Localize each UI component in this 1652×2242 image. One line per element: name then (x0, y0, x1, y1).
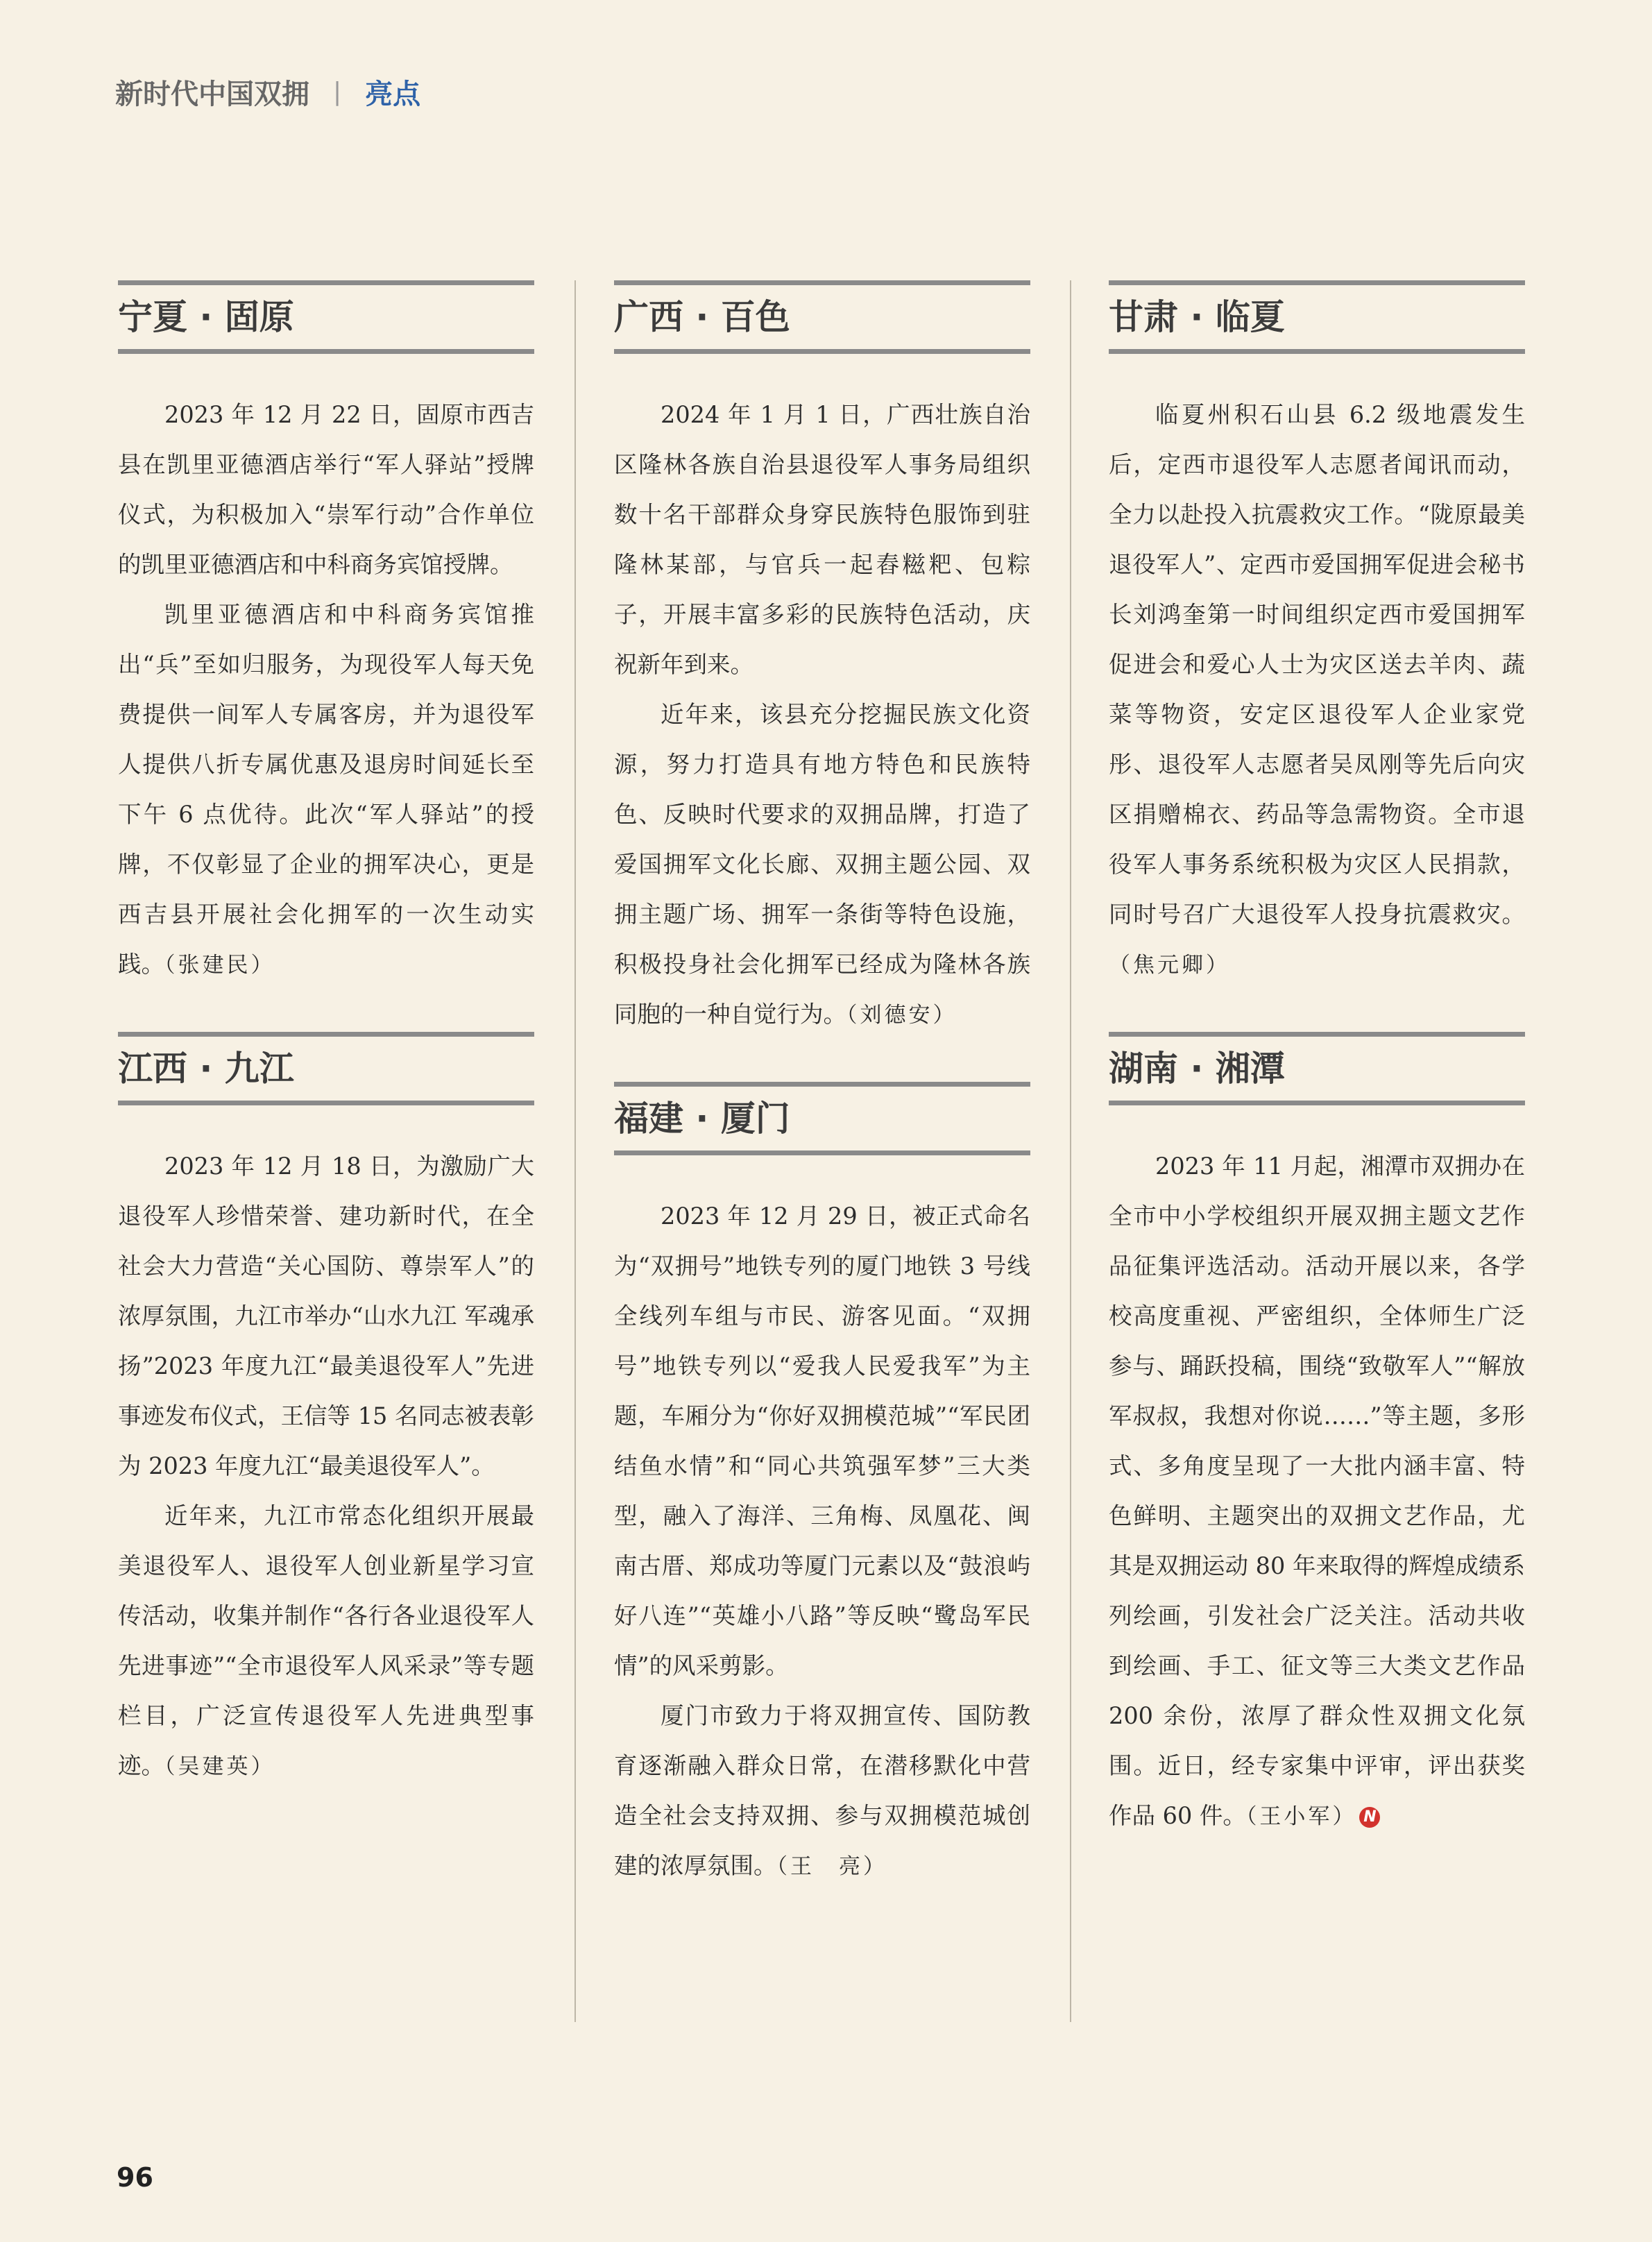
news-item-title: 江西 · 九江 (118, 1032, 534, 1105)
news-item-gansu-linxia (1109, 280, 1525, 990)
news-item-title: 湖南 · 湘潭 (1109, 1032, 1525, 1105)
news-item-title: 甘肃 · 临夏 (1109, 280, 1525, 354)
news-paragraph: 凯里亚德酒店和中科商务宾馆推出“兵”至如归服务，为现役军人每天免费提供一间军人专属客房，并为退役军人提供八折专属优惠及退房时间延长至下午 6 点优待。此次“军人驿站”的授牌，不仅彰显了企业的拥军决心，更是西吉县开展社会化拥军的一次生动实践。（张建民） (118, 601, 534, 978)
news-paragraph: 2023 年 12 月 22 日，固原市西吉县在凯里亚德酒店举行“军人驿站”授牌仪式，为积极加入“崇军行动”合作单位的凯里亚德酒店和中科商务宾馆授牌。 (118, 401, 534, 578)
news-paragraph: 2023 年 12 月 29 日，被正式命名为“双拥号”地铁专列的厦门地铁 3 号线全线列车组与市民、游客见面。“双拥号”地铁专列以“爱我人民爱我军”为主题，车厢分为“你好双拥模范城”“军民团结鱼水情”和“同心共筑强军梦”三大类型，融入了海洋、三角梅、凤凰花、闽南古厝、郑成功等厦门元素以及“鼓浪屿好八连”“英雄小八路”等反映“鹭岛军民情”的风采剪影。 (614, 1203, 1030, 1679)
byline: （王小军） (1245, 1804, 1357, 1829)
news-item-title: 宁夏 · 固原 (118, 280, 534, 354)
header-separator: | (333, 78, 342, 106)
byline: （张建民） (164, 953, 275, 978)
magazine-title: 新时代中国双拥 (115, 78, 309, 110)
news-paragraph: 近年来，九江市常态化组织开展最美退役军人、退役军人创业新星学习宣传活动，收集并制作“各行各业退役军人先进事迹”“全市退役军人风采录”等专题栏目，广泛宣传退役军人先进典型事迹。（吴建英） (118, 1502, 534, 1779)
news-item-title: 广西 · 百色 (614, 280, 1030, 354)
byline: （刘德安） (846, 1003, 957, 1028)
byline: （王 亮） (776, 1854, 887, 1879)
news-item-guangxi-baise (614, 280, 1030, 1040)
news-item-title: 福建 · 厦门 (614, 1082, 1030, 1155)
news-item-jiangxi-jiujiang (118, 1032, 534, 1792)
news-paragraph: 2023 年 12 月 18 日，为激励广大退役军人珍惜荣誉、建功新时代，在全社会大力营造“关心国防、尊崇军人”的浓厚氛围，九江市举办“山水九江 军魂承扬”2023 年度九江“最美退役军人”先进事迹发布仪式，王信等 15 名同志被表彰为 2023 年度九江“最美退役军人”。 (118, 1153, 534, 1479)
column-divider (1070, 280, 1071, 2022)
news-item-fujian-xiamen (614, 1082, 1030, 1892)
news-paragraph: 近年来，该县充分挖掘民族文化资源，努力打造具有地方特色和民族特色、反映时代要求的双拥品牌，打造了爱国拥军文化长廊、双拥主题公园、双拥主题广场、拥军一条街等特色设施，积极投身社会化拥军已经成为隆林各族同胞的一种自觉行为。（刘德安） (614, 701, 1030, 1028)
news-item-ningxia-guyuan (118, 280, 534, 990)
article-column-3 (1109, 280, 1525, 1883)
end-mark-icon: N (1359, 1807, 1380, 1828)
byline: （焦元卿） (1109, 953, 1230, 978)
article-column-2 (614, 280, 1030, 1933)
news-paragraph: 临夏州积石山县 6.2 级地震发生后，定西市退役军人志愿者闻讯而动，全力以赴投入抗震救灾工作。“陇原最美退役军人”、定西市爱国拥军促进会秘书长刘鸿奎第一时间组织定西市爱国拥军促进会和爱心人士为灾区送去羊肉、蔬菜等物资，安定区退役军人企业家党彤、退役军人志愿者吴凤刚等先后向灾区捐赠棉衣、药品等急需物资。全市退役军人事务系统积极为灾区人民捐款，同时号召广大退役军人投身抗震救灾。（焦元卿） (1109, 401, 1525, 978)
page-header (115, 72, 420, 112)
article-column-1 (118, 280, 534, 1833)
news-item-hunan-xiangtan (1109, 1032, 1525, 1842)
byline: （吴建英） (164, 1754, 275, 1779)
page-number: 96 (117, 2162, 153, 2193)
column-divider (574, 280, 576, 2022)
section-label: 亮点 (365, 78, 421, 110)
news-paragraph: 2023 年 11 月起，湘潭市双拥办在全市中小学校组织开展双拥主题文艺作品征集评选活动。活动开展以来，各学校高度重视、严密组织，全体师生广泛参与、踊跃投稿，围绕“致敬军人”“解放军叔叔，我想对你说……”等主题，多形式、多角度呈现了一大批内涵丰富、特色鲜明、主题突出的双拥文艺作品，尤其是双拥运动 80 年来取得的辉煌成绩系列绘画，引发社会广泛关注。活动共收到绘画、手工、征文等三大类文艺作品 200 余份，浓厚了群众性双拥文化氛围。近日，经专家集中评审，评出获奖作品 60 件。（王小军） N (1109, 1153, 1525, 1829)
news-paragraph: 2024 年 1 月 1 日，广西壮族自治区隆林各族自治县退役军人事务局组织数十名干部群众身穿民族特色服饰到驻隆林某部，与官兵一起舂糍粑、包粽子，开展丰富多彩的民族特色活动，庆祝新年到来。 (614, 401, 1030, 678)
news-paragraph: 厦门市致力于将双拥宣传、国防教育逐渐融入群众日常，在潜移默化中营造全社会支持双拥、参与双拥模范城创建的浓厚氛围。（王 亮） (614, 1702, 1030, 1879)
